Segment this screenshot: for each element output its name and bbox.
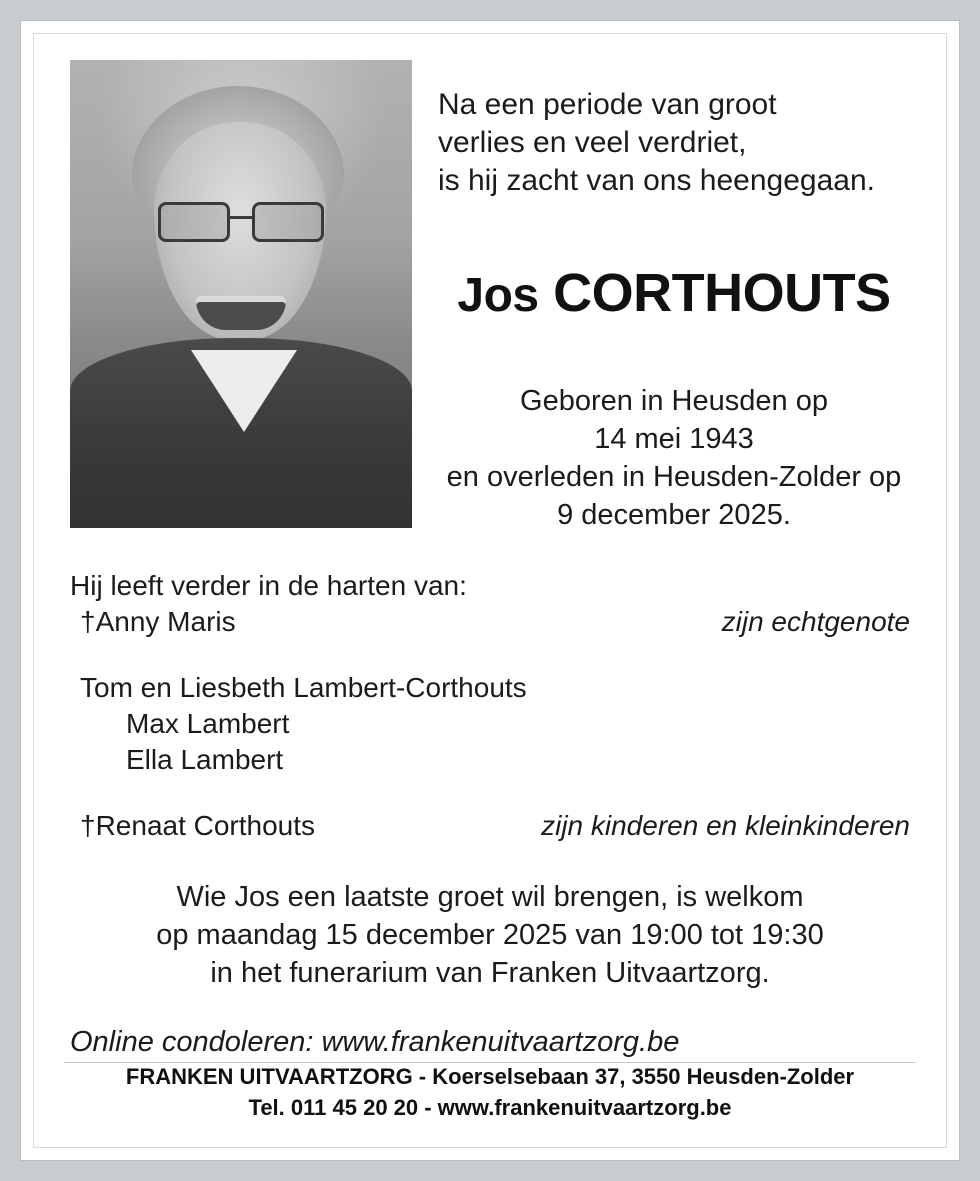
memorial-content: [34, 34, 946, 1147]
spouse-name: †Anny Maris: [80, 606, 236, 637]
invitation-text: [70, 878, 910, 992]
deceased-last-name: CORTHOUTS: [553, 263, 891, 323]
glasses-left-lens: [158, 202, 230, 242]
glasses-bridge: [228, 216, 254, 219]
spouse-row: [70, 604, 910, 640]
intro-line-1: Na een periode van groot: [438, 88, 777, 121]
invite-line-2: op maandag 15 december 2025 van 19:00 tot 19:30: [156, 919, 824, 951]
deceased-name: [438, 262, 910, 324]
spouse-role: zijn echtgenote: [721, 606, 910, 637]
online-condolence[interactable]: Online condoleren: www.frankenuitvaartzorg.be: [70, 1026, 680, 1058]
deceased-child-row: [70, 808, 910, 844]
intro-text: [438, 86, 910, 200]
deceased-first-name: Jos: [457, 269, 539, 322]
portrait-photo: [70, 60, 412, 528]
child-1: Tom en Liesbeth Lambert-Corthouts: [80, 672, 527, 703]
birth-death-dates: [438, 382, 910, 534]
dates-line-2: 14 mei 1943: [594, 423, 754, 455]
family-spacer-1: [70, 640, 910, 670]
glasses-icon: [156, 202, 326, 242]
invite-line-3: in het funerarium van Franken Uitvaartzorg.: [210, 957, 770, 989]
memorial-card-border: [33, 33, 947, 1148]
children-role: zijn kinderen en kleinkinderen: [541, 810, 910, 841]
intro-line-3: is hij zacht van ons heengegaan.: [438, 164, 875, 197]
dates-line-1: Geboren in Heusden op: [520, 385, 828, 417]
footer-line-1: FRANKEN UITVAARTZORG - Koerselsebaan 37, 3550 Heusden-Zolder: [125, 1064, 855, 1089]
funeral-home-footer: [34, 1061, 946, 1123]
dates-line-4: 9 december 2025.: [557, 499, 791, 531]
header-text: [412, 60, 910, 534]
footer-line-2: Tel. 011 45 20 20 - www.frankenuitvaartzorg.be: [248, 1095, 732, 1120]
intro-line-2: verlies en veel verdriet,: [438, 126, 747, 159]
grandchild-2: Ella Lambert: [126, 744, 284, 775]
memorial-card: [20, 20, 960, 1161]
family-heading: Hij leeft verder in de harten van:: [70, 570, 467, 601]
deceased-child-name: †Renaat Corthouts: [80, 810, 316, 841]
glasses-right-lens: [252, 202, 324, 242]
portrait-mouth: [196, 296, 286, 330]
header-section: [70, 60, 910, 534]
dates-line-3: en overleden in Heusden-Zolder op: [446, 461, 902, 493]
family-section: [70, 568, 910, 844]
grandchild-1: Max Lambert: [126, 708, 290, 739]
invite-line-1: Wie Jos een laatste groet wil brengen, is welkom: [176, 881, 804, 913]
family-spacer-2: [70, 778, 910, 808]
